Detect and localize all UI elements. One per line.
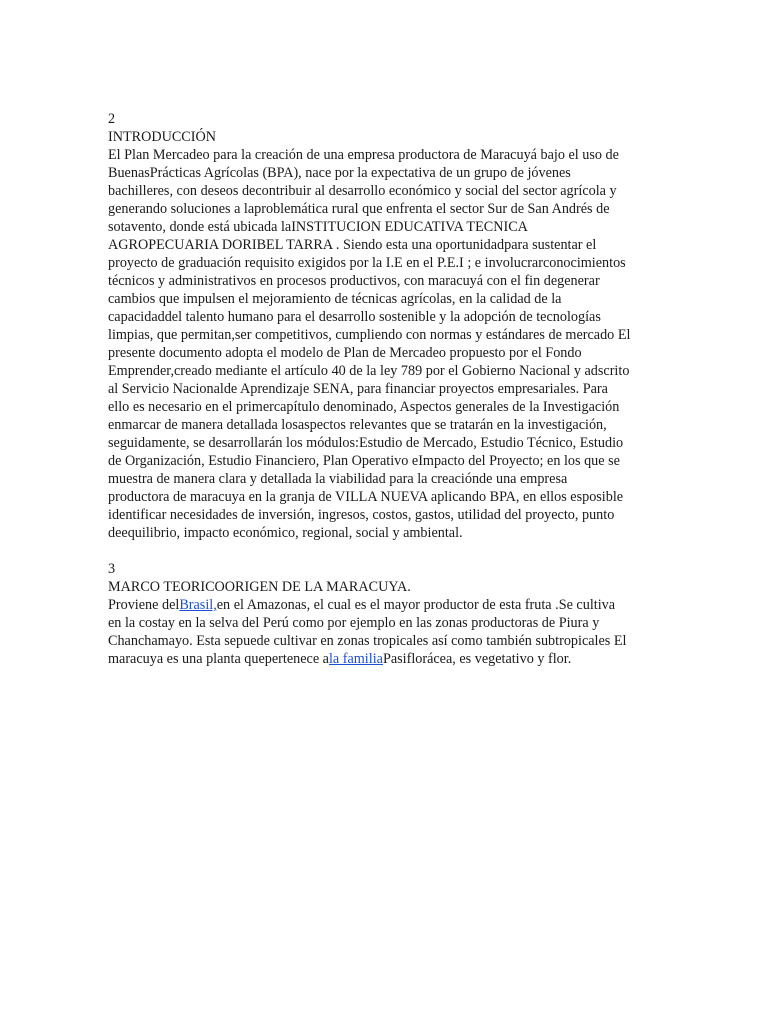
paragraph-text: Pasiflorácea, es vegetativo y flor. (382, 651, 572, 667)
paragraph-line: seguidamente, se desarrollarán los módulos:Estudio de Mercado, Estudio Técnico, Estudio (108, 435, 624, 451)
paragraph-line: cambios que impulsen el mejoramiento de técnicas agrícolas, en la calidad de la (108, 291, 562, 307)
section-heading-introduccion: INTRODUCCIÓN (108, 129, 216, 145)
document-page (108, 110, 668, 668)
paragraph-line: identificar necesidades de inversión, ingresos, costos, gastos, utilidad del proyecto, punto (108, 507, 615, 523)
paragraph-line (108, 650, 668, 668)
paragraph-line: generando soluciones a laproblemática rural que enfrenta el sector Sur de San Andrés de (108, 201, 610, 217)
paragraph-line: productora de maracuya en la granja de VILLA NUEVA aplicando BPA, en ellos esposible (108, 489, 624, 505)
paragraph-line: proyecto de graduación requisito exigidos por la I.E en el P.E.I ; e involucrarconocimientos (108, 255, 626, 271)
paragraph-text: maracuya es una planta quepertenece a (108, 651, 329, 667)
paragraph-text: en el Amazonas, el cual es el mayor productor de esta fruta .Se cultiva (216, 597, 616, 613)
paragraph-line: El Plan Mercadeo para la creación de una empresa productora de Maracuyá bajo el uso de (108, 147, 619, 163)
paragraph-line: deequilibrio, impacto económico, regional, social y ambiental. (108, 525, 463, 541)
paragraph-line: ello es necesario en el primercapítulo denominado, Aspectos generales de la Investigación (108, 399, 620, 415)
paragraph-line: de Organización, Estudio Financiero, Plan Operativo eImpacto del Proyecto; en los que se (108, 453, 620, 469)
paragraph-line: AGROPECUARIA DORIBEL TARRA . Siendo esta una oportunidadpara sustentar el (108, 237, 597, 253)
marco-teorico-paragraph (108, 596, 668, 668)
paragraph-line: en la costay en la selva del Perú como por ejemplo en las zonas productoras de Piura y (108, 615, 600, 631)
page-number: 3 (108, 561, 116, 577)
brasil-link[interactable]: Brasil, (179, 597, 217, 613)
paragraph-line: al Servicio Nacionalde Aprendizaje SENA, para financiar proyectos empresariales. Para (108, 381, 608, 397)
paragraph-line (108, 596, 668, 614)
paragraph-line: Emprender,creado mediante el artículo 40 de la ley 789 por el Gobierno Nacional y adscrito (108, 363, 630, 379)
paragraph-line: técnicos y administrativos en procesos productivos, con maracuyá con el fin degenerar (108, 273, 600, 289)
paragraph-text: Proviene del (108, 597, 180, 613)
paragraph-line: sotavento, donde está ubicada laINSTITUCION EDUCATIVA TECNICA (108, 219, 528, 235)
page-number: 2 (108, 111, 116, 127)
paragraph-line: Chanchamayo. Esta sepuede cultivar en zonas tropicales así como también subtropicales El (108, 633, 627, 649)
section-heading-marco-teorico: MARCO TEORICOORIGEN DE LA MARACUYA. (108, 579, 411, 595)
paragraph-line: bachilleres, con deseos decontribuir al desarrollo económico y social del sector agrícola y (108, 183, 617, 199)
paragraph-line: BuenasPrácticas Agrícolas (BPA), nace por la expectativa de un grupo de jóvenes (108, 165, 571, 181)
paragraph-line: presente documento adopta el modelo de Plan de Mercadeo propuesto por el Fondo (108, 345, 582, 361)
paragraph-line: muestra de manera clara y detallada la viabilidad para la creaciónde una empresa (108, 471, 568, 487)
paragraph-line: enmarcar de manera detallada losaspectos relevantes que se tratarán en la investigación, (108, 417, 607, 433)
section-spacer (108, 542, 668, 560)
introduction-paragraph (108, 146, 668, 542)
paragraph-line: limpias, que permitan,ser competitivos, cumpliendo con normas y estándares de mercado El (108, 327, 631, 343)
la-familia-link[interactable]: la familia (328, 651, 383, 667)
paragraph-line: capacidaddel talento humano para el desarrollo sostenible y la adopción de tecnologías (108, 309, 601, 325)
